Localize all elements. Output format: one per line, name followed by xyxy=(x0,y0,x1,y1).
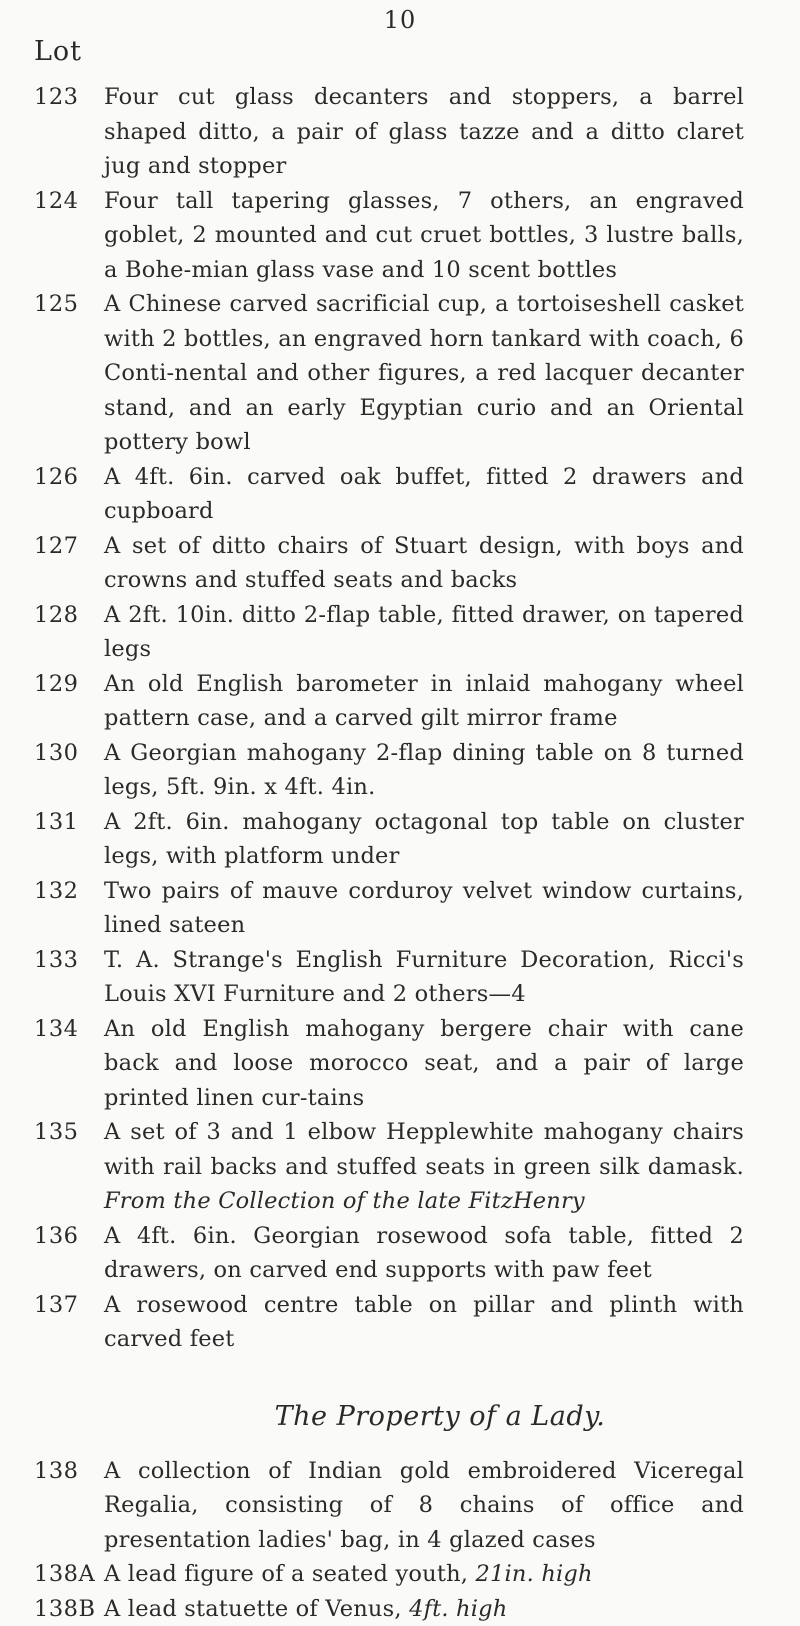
lot-description-text: A collection of Indian gold embroidered Viceregal Regalia, consisting of 8 chains of office and presentation ladies' bag, in 4 glazed cases xyxy=(104,1458,744,1553)
lot-description xyxy=(104,874,744,943)
lot-description-text: A set of ditto chairs of Stuart design, with boys and crowns and stuffed seats and backs xyxy=(104,533,744,594)
lot-description xyxy=(104,667,744,736)
lot-entry xyxy=(0,1592,800,1626)
lot-description xyxy=(104,1012,744,1116)
lot-provenance: 4ft. high xyxy=(409,1596,507,1622)
lot-description xyxy=(104,1454,744,1558)
lot-description xyxy=(104,529,744,598)
lot-entry xyxy=(0,529,800,598)
lot-number: 133 xyxy=(0,943,104,978)
lot-description xyxy=(104,1115,744,1219)
lot-entry xyxy=(0,1288,800,1357)
lot-entry xyxy=(0,80,800,184)
lot-number: 138B xyxy=(0,1592,104,1626)
lot-number: 124 xyxy=(0,184,104,219)
lot-description xyxy=(104,805,744,874)
lot-entry xyxy=(0,1219,800,1288)
lot-entry xyxy=(0,598,800,667)
lot-group-before xyxy=(0,80,800,1357)
lot-description-text: Two pairs of mauve corduroy velvet window curtains, lined sateen xyxy=(104,878,744,939)
lot-provenance: From the Collection of the late FitzHenry xyxy=(104,1188,585,1214)
lot-provenance: 21in. high xyxy=(476,1561,593,1587)
lot-entry xyxy=(0,1557,800,1592)
lot-entry xyxy=(0,874,800,943)
lot-description-text: A Georgian mahogany 2-flap dining table on 8 turned legs, 5ft. 9in. x 4ft. 4in. xyxy=(104,740,744,801)
page-number: 10 xyxy=(0,6,800,34)
lot-entry xyxy=(0,1454,800,1558)
lot-description-text: Four cut glass decanters and stoppers, a barrel shaped ditto, a pair of glass tazze and a ditto claret jug and stopper xyxy=(104,84,744,179)
lot-description xyxy=(104,1219,744,1288)
lot-description-text: A 4ft. 6in. carved oak buffet, fitted 2 drawers and cupboard xyxy=(104,464,744,525)
lot-entry xyxy=(0,460,800,529)
lot-number: 136 xyxy=(0,1219,104,1254)
lot-number: 125 xyxy=(0,287,104,322)
lot-description-text: T. A. Strange's English Furniture Decoration, Ricci's Louis XVI Furniture and 2 others—4 xyxy=(104,947,744,1008)
lot-entry xyxy=(0,184,800,288)
lot-description-text: Four tall tapering glasses, 7 others, an engraved goblet, 2 mounted and cut cruet bottles, 3 lustre balls, a Bohe-mian glass vase and 10 scent bottles xyxy=(104,188,744,283)
lot-description-text: A set of 3 and 1 elbow Hepplewhite mahogany chairs with rail backs and stuffed seats in green silk damask. xyxy=(104,1119,744,1180)
lot-number: 131 xyxy=(0,805,104,840)
lot-description xyxy=(104,1288,744,1357)
lot-number: 127 xyxy=(0,529,104,564)
lot-description-text: A lead figure of a seated youth, xyxy=(104,1561,468,1587)
lot-description xyxy=(104,1557,744,1592)
lot-entry xyxy=(0,1115,800,1219)
lot-number: 134 xyxy=(0,1012,104,1047)
lot-description-text: A 4ft. 6in. Georgian rosewood sofa table, fitted 2 drawers, on carved end supports with paw feet xyxy=(104,1223,744,1284)
lot-description xyxy=(104,598,744,667)
lot-group-after xyxy=(0,1454,800,1626)
lot-number: 132 xyxy=(0,874,104,909)
lot-number: 138 xyxy=(0,1454,104,1489)
lot-number: 129 xyxy=(0,667,104,702)
lot-description-text: A 2ft. 6in. mahogany octagonal top table on cluster legs, with platform under xyxy=(104,809,744,870)
lot-description xyxy=(104,943,744,1012)
lot-entry xyxy=(0,805,800,874)
lot-number: 128 xyxy=(0,598,104,633)
lot-description xyxy=(104,287,744,460)
lot-description-text: A Chinese carved sacrificial cup, a tortoiseshell casket with 2 bottles, an engraved horn tankard with coach, 6 Conti-nental and other figures, a red lacquer decanter stand, and an early Egyptian curio and an Oriental pottery bowl xyxy=(104,291,744,455)
lot-entry xyxy=(0,1012,800,1116)
lot-number: 123 xyxy=(0,80,104,115)
lot-description xyxy=(104,460,744,529)
lot-entry xyxy=(0,667,800,736)
lot-entry xyxy=(0,943,800,1012)
lot-number: 138A xyxy=(0,1557,104,1592)
lot-description-text: An old English mahogany bergere chair with cane back and loose morocco seat, and a pair of large printed linen cur-tains xyxy=(104,1016,744,1111)
lot-description xyxy=(104,80,744,184)
property-heading: The Property of a Lady. xyxy=(0,1401,800,1432)
lot-number: 130 xyxy=(0,736,104,771)
lot-description xyxy=(104,184,744,288)
lot-number: 137 xyxy=(0,1288,104,1323)
lot-description-text: An old English barometer in inlaid mahogany wheel pattern case, and a carved gilt mirror frame xyxy=(104,671,744,732)
lot-description-text: A lead statuette of Venus, xyxy=(104,1596,402,1622)
lot-description-text: A 2ft. 10in. ditto 2-flap table, fitted drawer, on tapered legs xyxy=(104,602,744,663)
lot-entry xyxy=(0,287,800,460)
lot-column-header: Lot xyxy=(34,36,82,67)
lot-entry xyxy=(0,736,800,805)
lot-number: 135 xyxy=(0,1115,104,1150)
lot-description xyxy=(104,736,744,805)
lot-description xyxy=(104,1592,744,1626)
lot-description-text: A rosewood centre table on pillar and plinth with carved feet xyxy=(104,1292,744,1353)
lot-list xyxy=(0,80,800,1626)
lot-number: 126 xyxy=(0,460,104,495)
